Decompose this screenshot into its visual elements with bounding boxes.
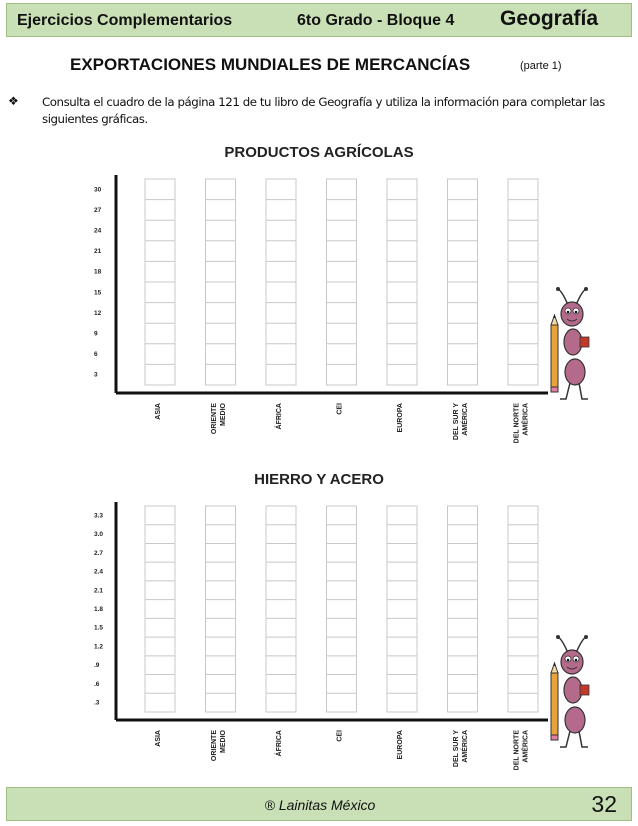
ant-with-pencil-icon xyxy=(546,287,596,402)
y-tick-label: 3.0 xyxy=(94,531,104,539)
y-tick-label: 6 xyxy=(94,351,98,359)
x-category-label: ÁFRICA xyxy=(276,403,283,430)
x-category-label: AMÉRICADEL SUR Y xyxy=(453,403,469,441)
diamond-bullet-icon: ❖ xyxy=(8,94,19,108)
chart-title: HIERRO Y ACERO xyxy=(254,471,384,488)
page-number: 32 xyxy=(591,791,617,817)
y-tick-label: 21 xyxy=(94,248,102,256)
header-subject: Geografía xyxy=(500,7,599,30)
x-category-label: ASIA xyxy=(155,403,162,420)
y-tick-label: 27 xyxy=(94,206,102,214)
x-category-label: ASIA xyxy=(155,730,162,747)
bar-column-6 xyxy=(508,179,538,385)
footer-band xyxy=(6,787,632,821)
x-category-label: AMÉRICADEL NORTE xyxy=(513,403,530,444)
y-tick-label: 3.3 xyxy=(94,512,104,520)
y-tick-label: 2.1 xyxy=(94,587,104,595)
x-category-label: CEI xyxy=(336,403,344,415)
chart-title: PRODUCTOS AGRÍCOLAS xyxy=(224,144,414,161)
x-category-label: EUROPA xyxy=(397,403,404,433)
header-course: Ejercicios Complementarios xyxy=(17,12,233,29)
bar-column-0 xyxy=(145,179,175,385)
y-tick-label: .6 xyxy=(94,680,100,688)
footer-credit: ® Lainitas México xyxy=(264,797,376,813)
ant-with-pencil-icon xyxy=(546,635,596,750)
x-category-label: ÁFRICA xyxy=(276,730,283,757)
bar-column-1 xyxy=(206,179,236,385)
x-category-label: CEI xyxy=(336,730,344,742)
y-tick-label: 1.2 xyxy=(94,643,104,651)
y-tick-label: 24 xyxy=(94,227,102,235)
y-tick-label: 9 xyxy=(94,330,98,338)
x-category-label: MEDIOORIENTE xyxy=(211,403,227,435)
y-tick-label: .3 xyxy=(94,699,100,707)
y-tick-label: 30 xyxy=(94,186,102,194)
bar-column-3 xyxy=(327,179,357,385)
y-tick-label: 1.8 xyxy=(94,606,104,613)
x-category-label: MEDIOORIENTE xyxy=(211,730,227,762)
chart-hierro-acero xyxy=(0,462,638,782)
y-tick-label: 15 xyxy=(94,289,102,297)
bar-column-2 xyxy=(266,506,296,712)
bar-column-1 xyxy=(206,506,236,712)
page-title: EXPORTACIONES MUNDIALES DE MERCANCÍAS xyxy=(70,55,471,74)
y-tick-label: 1.5 xyxy=(94,624,104,632)
x-category-label: AMÉRICADEL NORTE xyxy=(513,730,530,771)
x-category-label: EUROPA xyxy=(397,730,404,760)
page-title-part: (parte 1) xyxy=(520,60,562,72)
y-tick-label: .9 xyxy=(94,662,100,670)
y-tick-label: 3 xyxy=(94,371,98,379)
y-tick-label: 2.7 xyxy=(94,549,104,557)
header-grade: 6to Grado - Bloque 4 xyxy=(297,12,455,29)
bar-column-5 xyxy=(448,506,478,712)
bar-column-6 xyxy=(508,506,538,712)
bar-column-4 xyxy=(387,179,417,385)
bar-column-5 xyxy=(448,179,478,385)
header-band xyxy=(6,3,632,37)
bar-column-4 xyxy=(387,506,417,712)
x-category-label: AMÉRICADEL SUR Y xyxy=(453,730,469,768)
chart-productos-agricolas xyxy=(0,135,638,455)
bar-column-3 xyxy=(327,506,357,712)
y-tick-label: 2.4 xyxy=(94,568,104,576)
instruction-text: Consulta el cuadro de la página 121 de tu libro de Geografía y utiliza la información para completar las siguientes gráficas. xyxy=(42,95,605,126)
bar-column-2 xyxy=(266,179,296,385)
bar-column-0 xyxy=(145,506,175,712)
y-tick-label: 18 xyxy=(94,268,102,276)
y-tick-label: 12 xyxy=(94,309,102,317)
